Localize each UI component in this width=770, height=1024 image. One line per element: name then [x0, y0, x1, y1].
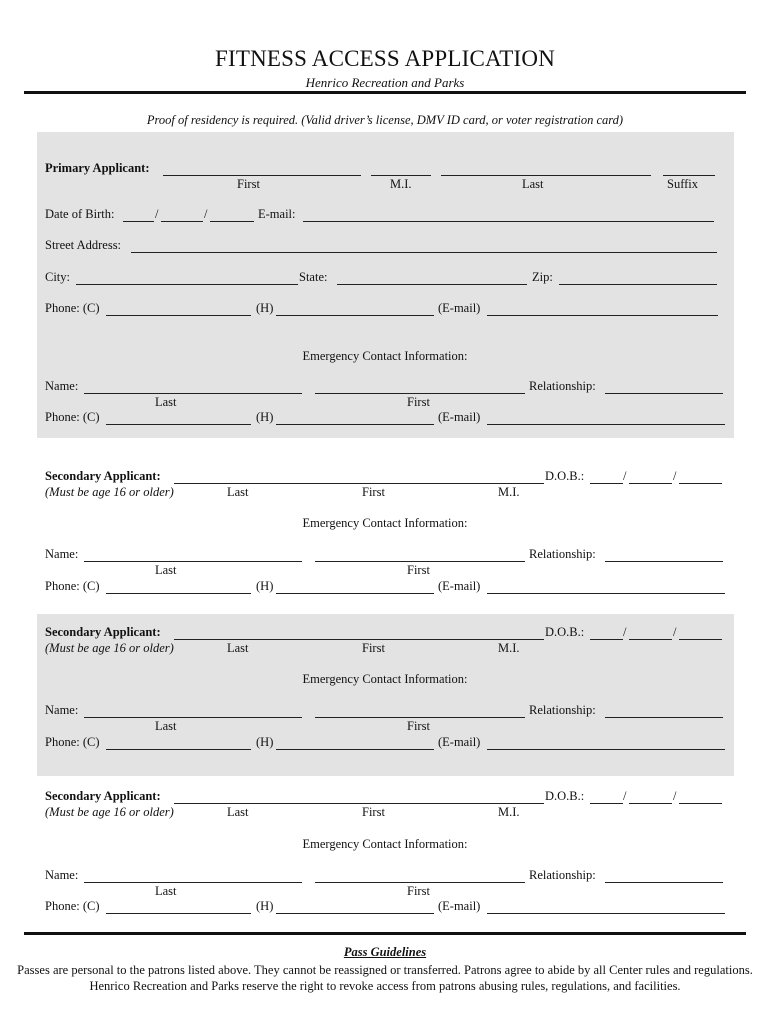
primary-phone-email-label: (E-mail)	[438, 301, 481, 315]
primary-emergency-last-caption: Last	[155, 395, 177, 409]
primary-emergency-phone-email-field[interactable]	[487, 424, 725, 425]
secondary-applicant-label: Secondary Applicant:	[45, 625, 161, 639]
secondary-emergency-heading: Emergency Contact Information:	[302, 672, 468, 686]
secondary-mi-caption: M.I.	[498, 485, 520, 499]
dob-day-field[interactable]	[161, 221, 203, 222]
pass-guidelines-text: Passes are personal to the patrons listed above. They cannot be reassigned or transferred. Patrons agree to abide by all Center rules and regulations. Henrico Recreation and Parks reserve the right to revoke access from patrons abusing rules, regulations, and facilities.	[17, 963, 753, 993]
primary-last-name-field[interactable]	[441, 175, 651, 176]
primary-emergency-phone-email-label: (E-mail)	[438, 410, 481, 424]
secondary-dob-slash-1: /	[623, 625, 627, 639]
dob-month-field[interactable]	[123, 221, 154, 222]
secondary-emergency-relationship-field[interactable]	[605, 717, 723, 718]
secondary-last-caption: Last	[227, 485, 249, 499]
secondary-emergency-phone-email-field[interactable]	[487, 593, 725, 594]
primary-emergency-phone-home-label: (H)	[256, 410, 274, 424]
state-label: State:	[299, 270, 328, 284]
secondary-emergency-phone-home-field[interactable]	[276, 749, 434, 750]
primary-emergency-first-field[interactable]	[315, 393, 525, 394]
secondary-emergency-name-label: Name:	[45, 868, 79, 882]
secondary-emergency-phone-email-field[interactable]	[487, 749, 725, 750]
residency-notice: Proof of residency is required. (Valid driver’s license, DMV ID card, or voter registration card)	[146, 113, 624, 127]
secondary-dob-year-field[interactable]	[679, 639, 722, 640]
secondary-applicant-label: Secondary Applicant:	[45, 789, 161, 803]
secondary-dob-year-field[interactable]	[679, 483, 722, 484]
secondary-dob-year-field[interactable]	[679, 803, 722, 804]
secondary-emergency-phone-cell-label: Phone: (C)	[45, 735, 100, 749]
secondary-dob-label: D.O.B.:	[545, 625, 585, 639]
secondary-emergency-last-field[interactable]	[84, 561, 302, 562]
secondary-emergency-phone-home-field[interactable]	[276, 593, 434, 594]
header-divider	[24, 91, 746, 94]
primary-last-caption: Last	[522, 177, 544, 191]
secondary-emergency-phone-cell-field[interactable]	[106, 913, 251, 914]
primary-emergency-relationship-field[interactable]	[605, 393, 723, 394]
pass-guidelines-title: Pass Guidelines	[343, 945, 427, 959]
secondary-first-caption: First	[362, 805, 385, 819]
primary-phone-cell-label: Phone: (C)	[45, 301, 100, 315]
secondary-age-note: (Must be age 16 or older)	[45, 485, 174, 499]
secondary-dob-slash-2: /	[673, 625, 677, 639]
secondary-first-caption: First	[362, 641, 385, 655]
primary-emergency-name-label: Name:	[45, 379, 79, 393]
city-field[interactable]	[76, 284, 298, 285]
secondary-emergency-phone-cell-field[interactable]	[106, 749, 251, 750]
secondary-emergency-relationship-label: Relationship:	[529, 868, 596, 882]
primary-mi-field[interactable]	[371, 175, 431, 176]
secondary-first-caption: First	[362, 485, 385, 499]
primary-applicant-label: Primary Applicant:	[45, 161, 150, 175]
street-address-field[interactable]	[131, 252, 717, 253]
secondary-dob-slash-2: /	[673, 789, 677, 803]
secondary-emergency-phone-home-label: (H)	[256, 899, 274, 913]
secondary-emergency-last-caption: Last	[155, 719, 177, 733]
secondary-emergency-phone-cell-field[interactable]	[106, 593, 251, 594]
secondary-emergency-relationship-label: Relationship:	[529, 547, 596, 561]
secondary-dob-month-field[interactable]	[590, 639, 623, 640]
secondary-emergency-phone-email-field[interactable]	[487, 913, 725, 914]
secondary-emergency-first-field[interactable]	[315, 561, 525, 562]
primary-emergency-relationship-label: Relationship:	[529, 379, 596, 393]
secondary-dob-slash-1: /	[623, 789, 627, 803]
secondary-emergency-heading: Emergency Contact Information:	[302, 516, 468, 530]
secondary-emergency-first-field[interactable]	[315, 882, 525, 883]
secondary-mi-caption: M.I.	[498, 805, 520, 819]
primary-emergency-phone-cell-label: Phone: (C)	[45, 410, 100, 424]
state-field[interactable]	[337, 284, 527, 285]
secondary-emergency-phone-cell-label: Phone: (C)	[45, 579, 100, 593]
email-label: E-mail:	[258, 207, 296, 221]
secondary-name-field[interactable]	[174, 803, 544, 804]
secondary-emergency-first-caption: First	[407, 884, 430, 898]
secondary-emergency-first-caption: First	[407, 563, 430, 577]
secondary-dob-label: D.O.B.:	[545, 789, 585, 803]
primary-suffix-field[interactable]	[663, 175, 715, 176]
secondary-age-note: (Must be age 16 or older)	[45, 805, 174, 819]
primary-phone-cell-field[interactable]	[106, 315, 251, 316]
secondary-emergency-phone-email-label: (E-mail)	[438, 579, 481, 593]
zip-label: Zip:	[532, 270, 553, 284]
dob-year-field[interactable]	[210, 221, 254, 222]
secondary-dob-day-field[interactable]	[629, 483, 672, 484]
secondary-emergency-name-label: Name:	[45, 703, 79, 717]
secondary-emergency-first-caption: First	[407, 719, 430, 733]
primary-emergency-phone-home-field[interactable]	[276, 424, 434, 425]
secondary-dob-slash-1: /	[623, 469, 627, 483]
secondary-dob-day-field[interactable]	[629, 803, 672, 804]
secondary-dob-month-field[interactable]	[590, 803, 623, 804]
secondary-emergency-phone-email-label: (E-mail)	[438, 735, 481, 749]
secondary-emergency-phone-cell-label: Phone: (C)	[45, 899, 100, 913]
dob-label: Date of Birth:	[45, 207, 115, 221]
secondary-emergency-first-field[interactable]	[315, 717, 525, 718]
secondary-applicant-label: Secondary Applicant:	[45, 469, 161, 483]
zip-field[interactable]	[559, 284, 717, 285]
primary-first-caption: First	[237, 177, 260, 191]
secondary-last-caption: Last	[227, 641, 249, 655]
secondary-emergency-phone-email-label: (E-mail)	[438, 899, 481, 913]
secondary-dob-month-field[interactable]	[590, 483, 623, 484]
street-address-label: Street Address:	[45, 238, 122, 252]
secondary-age-note: (Must be age 16 or older)	[45, 641, 174, 655]
primary-emergency-last-field[interactable]	[84, 393, 302, 394]
primary-emergency-first-caption: First	[407, 395, 430, 409]
secondary-name-field[interactable]	[174, 483, 544, 484]
dob-slash-1: /	[155, 207, 159, 221]
primary-mi-caption: M.I.	[390, 177, 412, 191]
secondary-emergency-phone-home-field[interactable]	[276, 913, 434, 914]
primary-phone-email-field[interactable]	[487, 315, 718, 316]
primary-first-name-field[interactable]	[163, 175, 361, 176]
city-label: City:	[45, 270, 71, 284]
secondary-mi-caption: M.I.	[498, 641, 520, 655]
primary-suffix-caption: Suffix	[667, 177, 699, 191]
secondary-emergency-name-label: Name:	[45, 547, 79, 561]
secondary-emergency-heading: Emergency Contact Information:	[302, 837, 468, 851]
secondary-emergency-last-field[interactable]	[84, 882, 302, 883]
primary-phone-home-field[interactable]	[276, 315, 434, 316]
secondary-emergency-phone-home-label: (H)	[256, 579, 274, 593]
email-field[interactable]	[303, 221, 714, 222]
secondary-emergency-last-field[interactable]	[84, 717, 302, 718]
form-subtitle: Henrico Recreation and Parks	[305, 75, 465, 90]
form-title: FITNESS ACCESS APPLICATION	[214, 46, 556, 71]
secondary-last-caption: Last	[227, 805, 249, 819]
secondary-emergency-last-caption: Last	[155, 563, 177, 577]
secondary-dob-day-field[interactable]	[629, 639, 672, 640]
footer-divider	[24, 932, 746, 935]
secondary-emergency-phone-home-label: (H)	[256, 735, 274, 749]
secondary-dob-label: D.O.B.:	[545, 469, 585, 483]
dob-slash-2: /	[204, 207, 208, 221]
primary-emergency-heading: Emergency Contact Information:	[302, 349, 468, 363]
secondary-name-field[interactable]	[174, 639, 544, 640]
secondary-emergency-relationship-field[interactable]	[605, 561, 723, 562]
primary-emergency-phone-cell-field[interactable]	[106, 424, 251, 425]
secondary-emergency-relationship-label: Relationship:	[529, 703, 596, 717]
secondary-emergency-relationship-field[interactable]	[605, 882, 723, 883]
primary-phone-home-label: (H)	[256, 301, 274, 315]
secondary-dob-slash-2: /	[673, 469, 677, 483]
secondary-emergency-last-caption: Last	[155, 884, 177, 898]
